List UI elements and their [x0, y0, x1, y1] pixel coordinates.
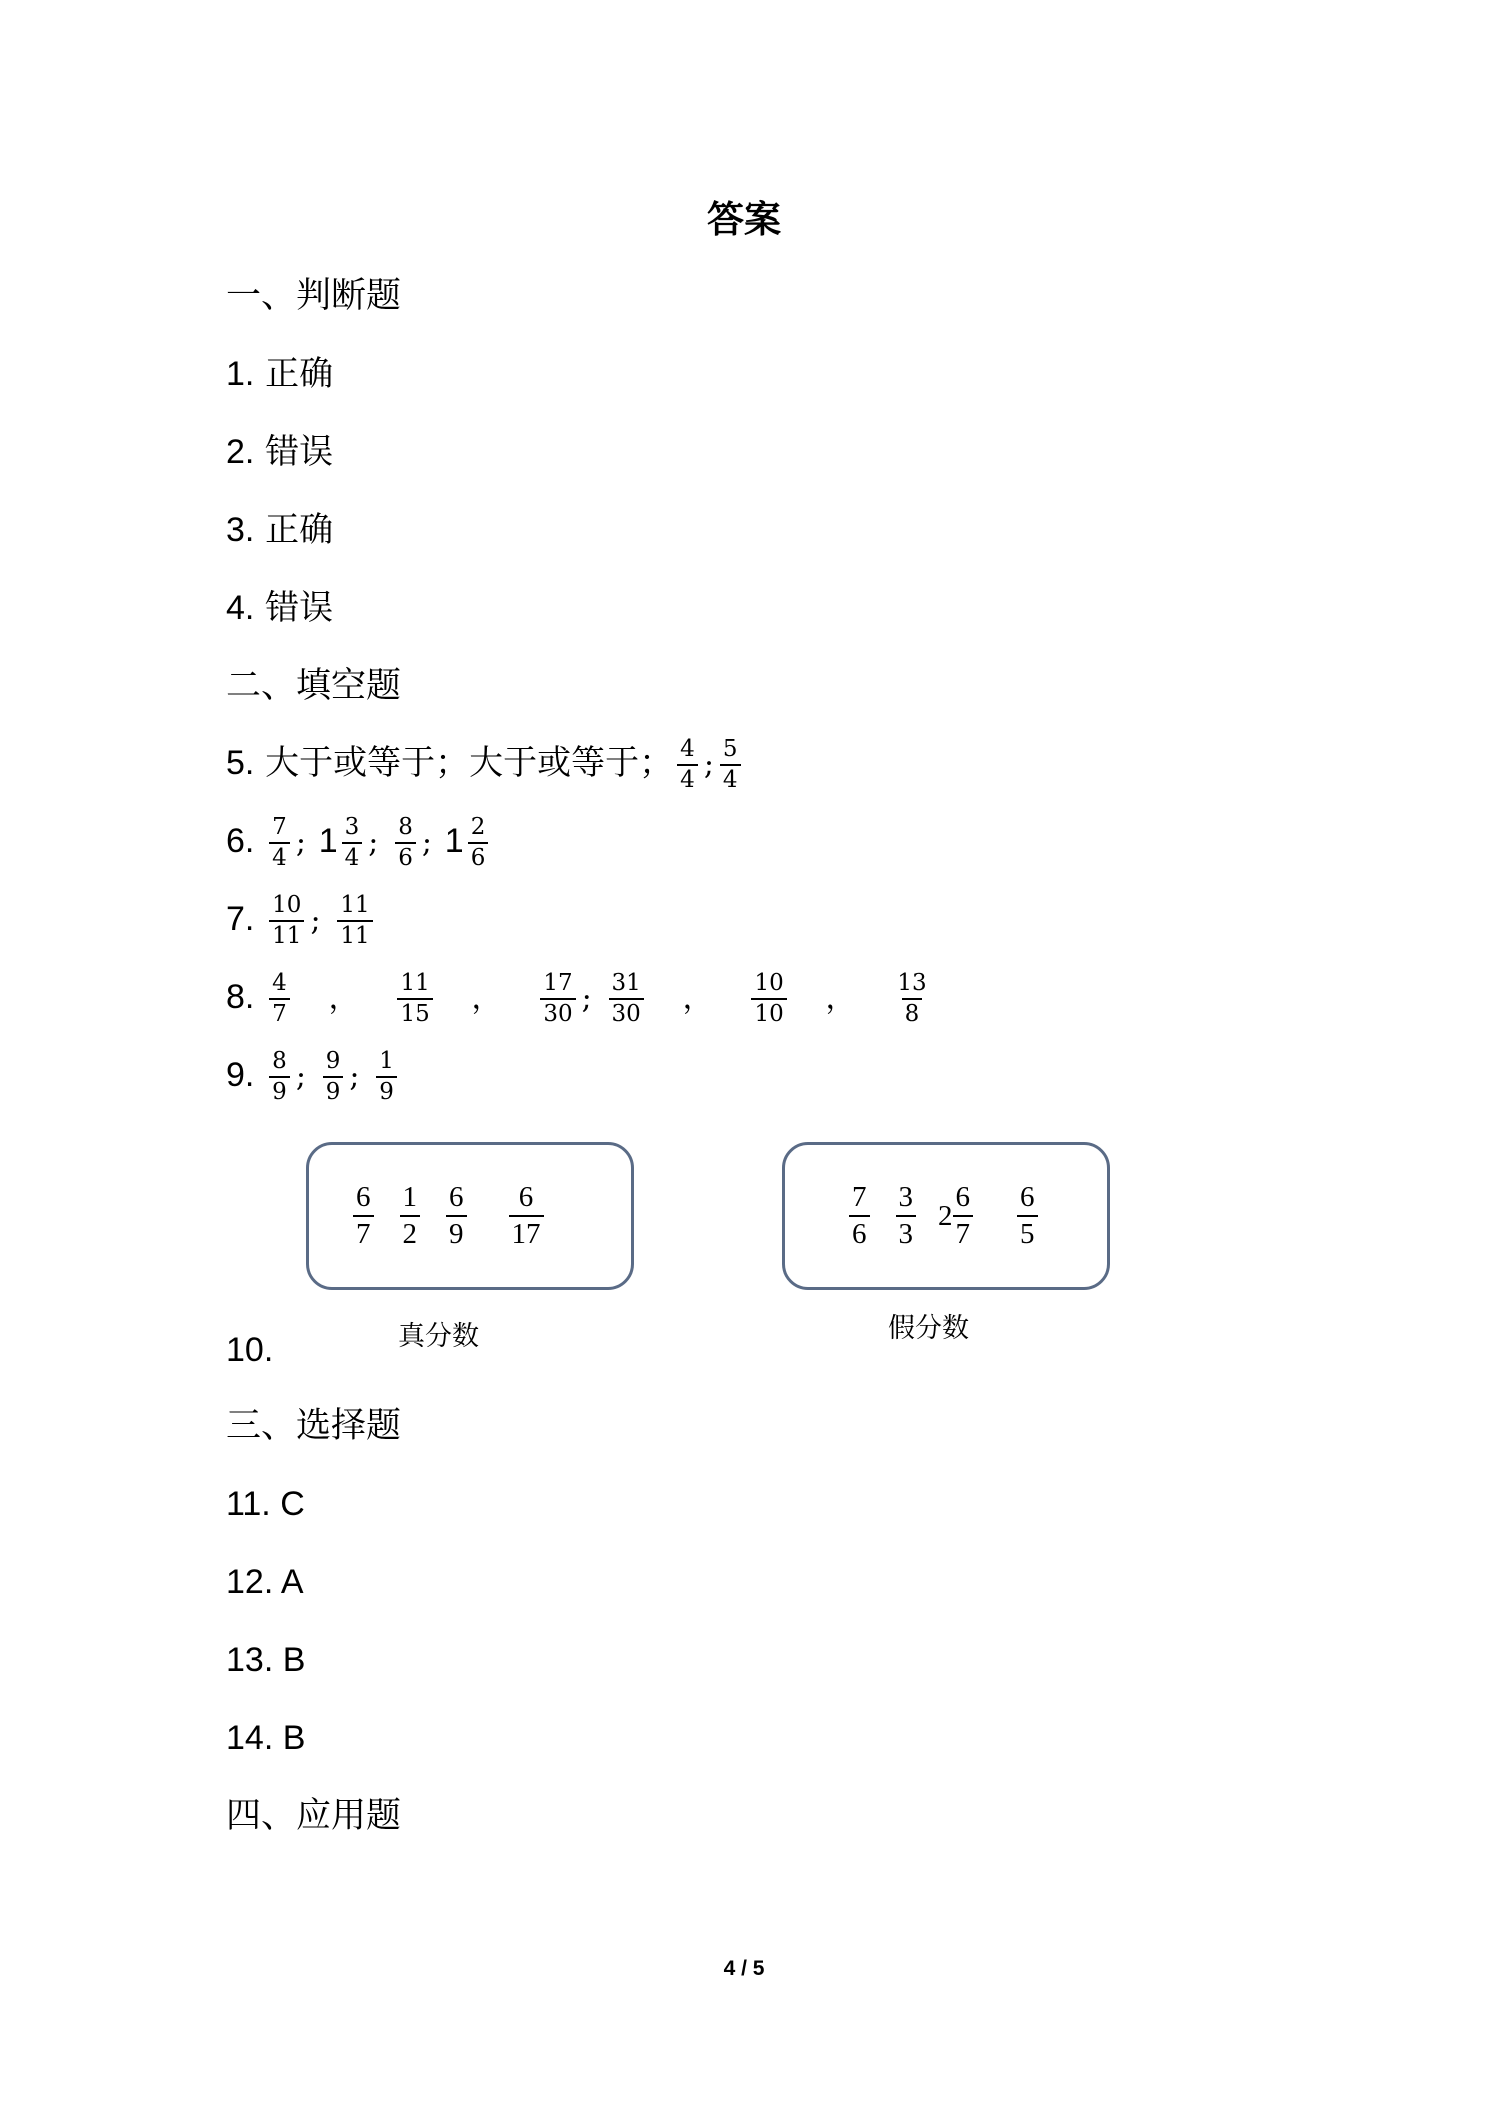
answer-number: 12. — [226, 1563, 274, 1601]
answer-number: 9. — [226, 1056, 255, 1094]
answer-text: 错误 — [265, 432, 334, 472]
answer-text: B — [282, 1719, 306, 1757]
answer-number: 6. — [226, 822, 255, 860]
answer-number: 2. — [226, 433, 255, 471]
answer-5: 5. 大于或等于；大于或等于； $\frac{4}{4}$ ; $\frac{5}{4}$ — [226, 738, 745, 792]
answer-text: 正确 — [265, 510, 334, 550]
answer-number: 11. — [226, 1485, 271, 1523]
fraction: $\frac{17}{30}$ — [540, 972, 575, 1026]
fraction: $\frac{9}{9}$ — [323, 1050, 344, 1104]
answer-number: 8. — [226, 978, 255, 1016]
answer-13 — [226, 1638, 305, 1682]
section-heading-application: 四、应用题 — [226, 1796, 402, 1836]
answer-10 — [226, 1328, 273, 1372]
improper-fraction-box — [782, 1142, 1110, 1290]
fraction: $\frac{6}{7}$ — [353, 1183, 374, 1249]
answer-text: 正确 — [265, 354, 334, 394]
answer-2 — [226, 430, 333, 474]
improper-fraction-label: 假分数 — [888, 1313, 969, 1344]
fraction: $\frac{10}{11}$ — [269, 894, 304, 948]
fraction: $\frac{4}{7}$ — [269, 972, 290, 1026]
fraction: $\frac{4}{4}$ — [677, 738, 698, 792]
fraction: $\frac{3}{3}$ — [896, 1183, 917, 1249]
fraction: $\frac{1}{9}$ — [376, 1050, 397, 1104]
answer-number: 14. — [226, 1719, 274, 1757]
page-number: 4 / 5 — [723, 1957, 765, 1980]
answer-6: 6. $\frac{7}{4}$ ; 1 $\frac{3}{4}$ ; $\frac{8}{6}$ ; 1 $\frac{2}{6}$ — [226, 816, 492, 870]
answer-text: B — [282, 1641, 306, 1679]
answer-number: 4. — [226, 589, 255, 627]
fraction: $\frac{7}{4}$ — [269, 816, 290, 870]
answer-text: 错误 — [265, 588, 334, 628]
fraction: $\frac{10}{10}$ — [751, 972, 786, 1026]
fraction: $\frac{6}{5}$ — [1017, 1183, 1038, 1249]
answer-number: 10. — [226, 1331, 274, 1369]
answer-number: 5. — [226, 744, 255, 782]
answer-12 — [226, 1560, 304, 1604]
answer-8: 8. $\frac{4}{7}$ ， $\frac{11}{15}$ ， $\frac{17}{30}$ ; $\frac{31}{30}$ ， $\frac{10}{10}$ ， $\frac{13}{8}$ — [226, 972, 934, 1026]
section-heading-multiple-choice: 三、选择题 — [226, 1406, 402, 1446]
answer-1 — [226, 352, 333, 396]
answer-number: 3. — [226, 511, 255, 549]
fraction: $\frac{7}{6}$ — [849, 1183, 870, 1249]
fraction: $\frac{6}{17}$ — [509, 1183, 544, 1249]
fraction: $\frac{5}{4}$ — [720, 738, 741, 792]
fraction: $\frac{6}{7}$ — [953, 1183, 974, 1249]
fraction: $\frac{8}{6}$ — [395, 816, 416, 870]
answer-text: C — [280, 1485, 305, 1523]
proper-fraction-label: 真分数 — [398, 1321, 479, 1352]
page-title: 答案 — [707, 197, 781, 241]
fraction: $\frac{11}{15}$ — [397, 972, 432, 1026]
answer-text: A — [280, 1563, 304, 1601]
whole-number: 1 — [318, 822, 338, 860]
answer-text: 大于或等于；大于或等于； — [265, 743, 674, 783]
answer-3 — [226, 508, 333, 552]
answer-14 — [226, 1716, 305, 1760]
fraction: $\frac{8}{9}$ — [269, 1050, 290, 1104]
proper-fraction-box — [306, 1142, 634, 1290]
answer-7: 7. $\frac{10}{11}$ ; $\frac{11}{11}$ — [226, 894, 377, 948]
fraction: $\frac{6}{9}$ — [446, 1183, 467, 1249]
section-heading-fill-blank: 二、填空题 — [226, 666, 402, 706]
fraction: $\frac{13}{8}$ — [897, 970, 927, 1027]
answer-9: 9. $\frac{8}{9}$ ; $\frac{9}{9}$ ; $\frac{1}{9}$ — [226, 1050, 401, 1104]
fraction: $\frac{31}{30}$ — [609, 972, 644, 1026]
fraction: $\frac{3}{4}$ — [342, 816, 363, 870]
fraction: $\frac{11}{11}$ — [337, 894, 372, 948]
whole-number: 2 — [938, 1199, 953, 1232]
answer-number: 1. — [226, 355, 255, 393]
answer-number: 7. — [226, 900, 255, 938]
fraction: $\frac{2}{6}$ — [468, 816, 489, 870]
whole-number: 1 — [444, 822, 464, 860]
fraction: $\frac{1}{2}$ — [400, 1183, 421, 1249]
answer-11 — [226, 1482, 305, 1526]
answer-number: 13. — [226, 1641, 274, 1679]
section-heading-judgement: 一、判断题 — [226, 276, 402, 316]
answer-4 — [226, 586, 333, 630]
